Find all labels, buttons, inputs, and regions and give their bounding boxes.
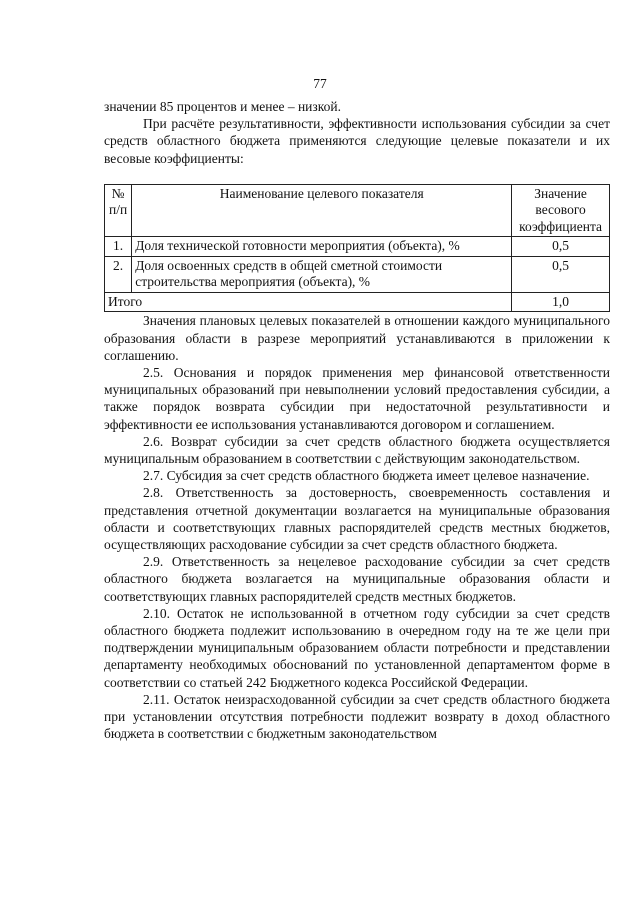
- paragraph-targets: Значения плановых целевых показателей в отношении каждого муниципального образования области в разрезе мероприятий устанавливаются в приложении к соглашению.: [104, 313, 610, 363]
- total-label: Итого: [105, 292, 512, 312]
- row-num: 2.: [105, 256, 132, 292]
- table-total-row: [105, 292, 610, 312]
- document-body: [104, 98, 610, 742]
- paragraph-2-11: 2.11. Остаток неизрасходованной субсидии за счет средств областного бюджета при установлении отсутствия потребности подлежит возврату в доход областного бюджета в соответствии с бюджетным законодательством: [104, 691, 610, 742]
- row-name: Доля освоенных средств в общей сметной стоимости строительства мероприятия (объекта), %: [132, 256, 512, 292]
- paragraph-2-6: 2.6. Возврат субсидии за счет средств областного бюджета осуществляется муниципальным образованием в соответствии с действующим законодательством.: [104, 433, 610, 466]
- paragraph-2-7: 2.7. Субсидия за счет средств областного бюджета имеет целевое назначение.: [143, 468, 590, 484]
- row-num: 1.: [105, 237, 132, 257]
- row-value: 0,5: [512, 237, 610, 257]
- total-value: 1,0: [512, 292, 610, 312]
- header-num: № п/п: [105, 184, 132, 237]
- row-name: Доля технической готовности мероприятия (объекта), %: [132, 237, 512, 257]
- paragraph-2-10: 2.10. Остаток не использованной в отчетном году субсидии за счет средств областного бюджета подлежит использованию в очередном году на те же цели при подтверждении муниципальным образованием области потребности и представлении департаменту необходимых обоснований по установленной департаментом форме в соответствии со статьей 242 Бюджетного кодекса Российской Федерации.: [104, 605, 610, 690]
- header-value: Значение весового коэффициента: [512, 184, 610, 237]
- table-row: [105, 256, 610, 292]
- indicators-table: [104, 184, 610, 313]
- intro-line: значении 85 процентов и менее – низкой.: [104, 99, 341, 114]
- paragraph-2-9: 2.9. Ответственность за нецелевое расходование субсидии за счет средств областного бюджета возлагается на муниципальные образования области и соответствующих главных распорядителей средств местных бюджетов.: [104, 554, 610, 604]
- paragraph-2-5: 2.5. Основания и порядок применения мер финансовой ответственности муниципальных образований при невыполнении условий предоставления субсидии, а также порядок возврата субсидии при недостаточной результативности и эффективности ее использования устанавливаются договором и соглашением.: [104, 364, 610, 432]
- page-number: 77: [313, 76, 327, 91]
- header-name: Наименование целевого показателя: [132, 184, 512, 237]
- paragraph-2-8: 2.8. Ответственность за достоверность, своевременность составления и представления отчетной документации возлагается на муниципальные образования области и соответствующих главных распорядителей средств местных бюджетов, осуществляющих расходование субсидии за счет средств областного бюджета.: [104, 485, 610, 552]
- row-value: 0,5: [512, 256, 610, 292]
- intro-paragraph: При расчёте результативности, эффективности использования субсидии за счет средств областного бюджета применяются следующие целевые показатели и их весовые коэффициенты:: [104, 116, 610, 166]
- table-row: [105, 237, 610, 257]
- table-header-row: [105, 184, 610, 237]
